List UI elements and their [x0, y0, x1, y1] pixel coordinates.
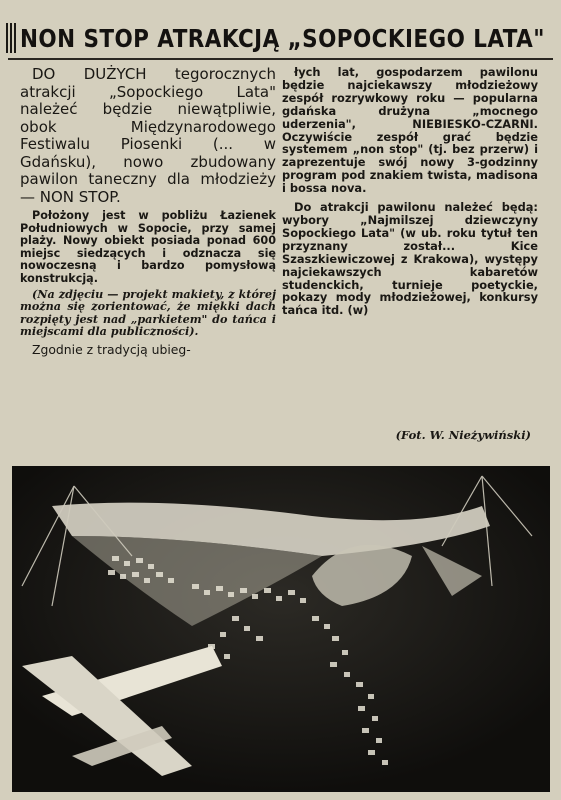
continuation-paragraph: Zgodnie z tradycją ubieg-: [32, 341, 191, 357]
photo-credit: (Fot. W. Nieżywiński): [395, 428, 531, 442]
pavilion-model-photo: [12, 466, 550, 792]
host-band-paragraph: łych lat, gospodarzem pawilonu będzie najciekawszy młodzieżowy zespół rozrywkowy roku — popularna gdańska drużyna „mocnego uderzenia", NIEBIESKO-CZARNI. Oczywiście zespół grać będzie systemem „non stop" (tj. bez przerw) i zaprezentuje swój nowy 3-godzinny program pod znakiem twista, madisona i bossa nova.: [282, 65, 538, 196]
headline-rule-ornament: [6, 23, 16, 53]
left-column: [20, 66, 276, 359]
lead-paragraph: DO DUŻYCH tegorocznych atrakcji „Sopockiego Lata" należeć będzie niewątpliwie, obok Międzynarodowego Festiwalu Piosenki (... w Gdańsku), nowo zbudowany pawilon taneczny dla młodzieży — NON STOP.: [20, 65, 276, 206]
pavilion-model-illustration: [12, 466, 550, 792]
location-paragraph: Położony jest w pobliżu Łazienek Południowych w Sopocie, przy samej plaży. Nowy obiekt posiada ponad 600 miejsc siedzących i odznacza się nowoczesną i bardzo pomysłową konstrukcją.: [20, 209, 276, 285]
photo-caption-paragraph: (Na zdjęciu — projekt makiety, z której można się zorientować, że miękki dach rozpięty jest nad „parkietem" do tańca i miejscami dla publiczności).: [20, 286, 276, 339]
attractions-paragraph: Do atrakcji pawilonu należeć będą: wybory „Najmilszej dziewczyny Sopockiego Lata" (w ub. roku tytuł ten przyznany został... Kice Szaszkiewiczowej z Krakowa), występy najciekawszych kabaretów studenckich, turnieje poetyckie, pokazy mody młodzieżowej, konkursy tańca itd. (w): [282, 200, 538, 318]
right-column: [282, 66, 538, 323]
headline: NON STOP ATRAKCJĄ „SOPOCKIEGO LATA": [20, 23, 545, 53]
headline-bar: [6, 18, 555, 58]
headline-divider: [8, 58, 553, 60]
